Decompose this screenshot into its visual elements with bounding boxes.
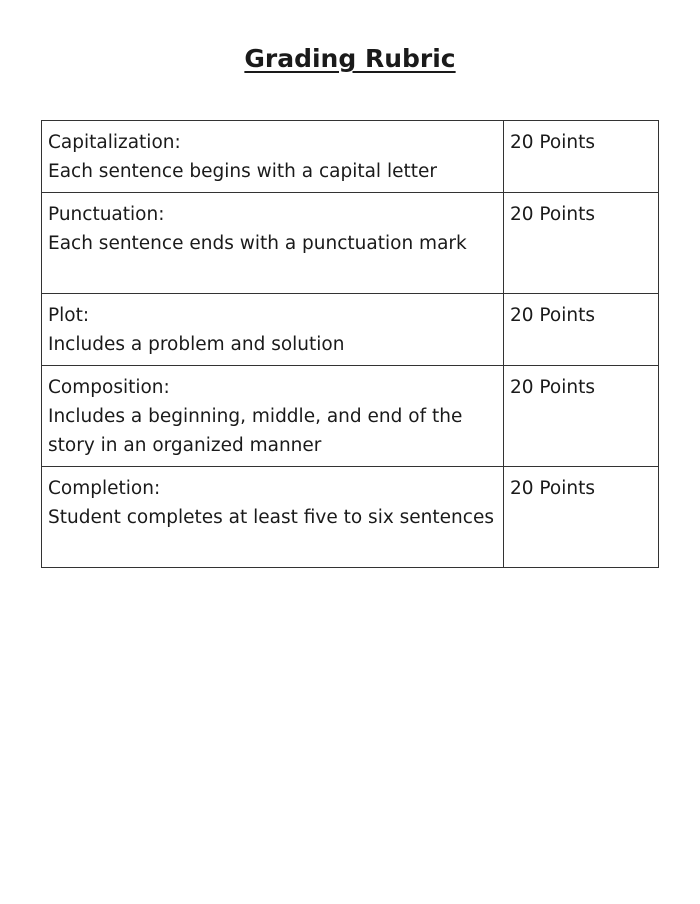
points-cell: 20 Points bbox=[504, 193, 659, 294]
criterion-cell bbox=[42, 467, 504, 568]
table-row bbox=[42, 366, 659, 467]
points-cell: 20 Points bbox=[504, 467, 659, 568]
criterion-name: Punctuation: bbox=[48, 204, 165, 225]
page-title: Grading Rubric bbox=[244, 44, 456, 73]
criterion-name: Completion: bbox=[48, 478, 161, 499]
criterion-description: Includes a problem and solution bbox=[48, 334, 345, 355]
rubric-table bbox=[41, 120, 659, 568]
points-cell: 20 Points bbox=[504, 121, 659, 193]
criterion-description: Each sentence ends with a punctuation mark bbox=[48, 233, 467, 254]
table-row bbox=[42, 193, 659, 294]
points-cell: 20 Points bbox=[504, 294, 659, 366]
criterion-cell bbox=[42, 193, 504, 294]
criterion-name: Capitalization: bbox=[48, 132, 181, 153]
criterion-name: Plot: bbox=[48, 305, 90, 326]
table-row bbox=[42, 121, 659, 193]
criterion-cell bbox=[42, 121, 504, 193]
criterion-description: Each sentence begins with a capital letter bbox=[48, 161, 437, 182]
table-row bbox=[42, 294, 659, 366]
points-cell: 20 Points bbox=[504, 366, 659, 467]
criterion-cell bbox=[42, 366, 504, 467]
criterion-description: Includes a beginning, middle, and end of the story in an organized manner bbox=[48, 406, 463, 456]
criterion-name: Composition: bbox=[48, 377, 170, 398]
table-row bbox=[42, 467, 659, 568]
criterion-description: Student completes at least five to six sentences bbox=[48, 507, 494, 528]
criterion-cell bbox=[42, 294, 504, 366]
